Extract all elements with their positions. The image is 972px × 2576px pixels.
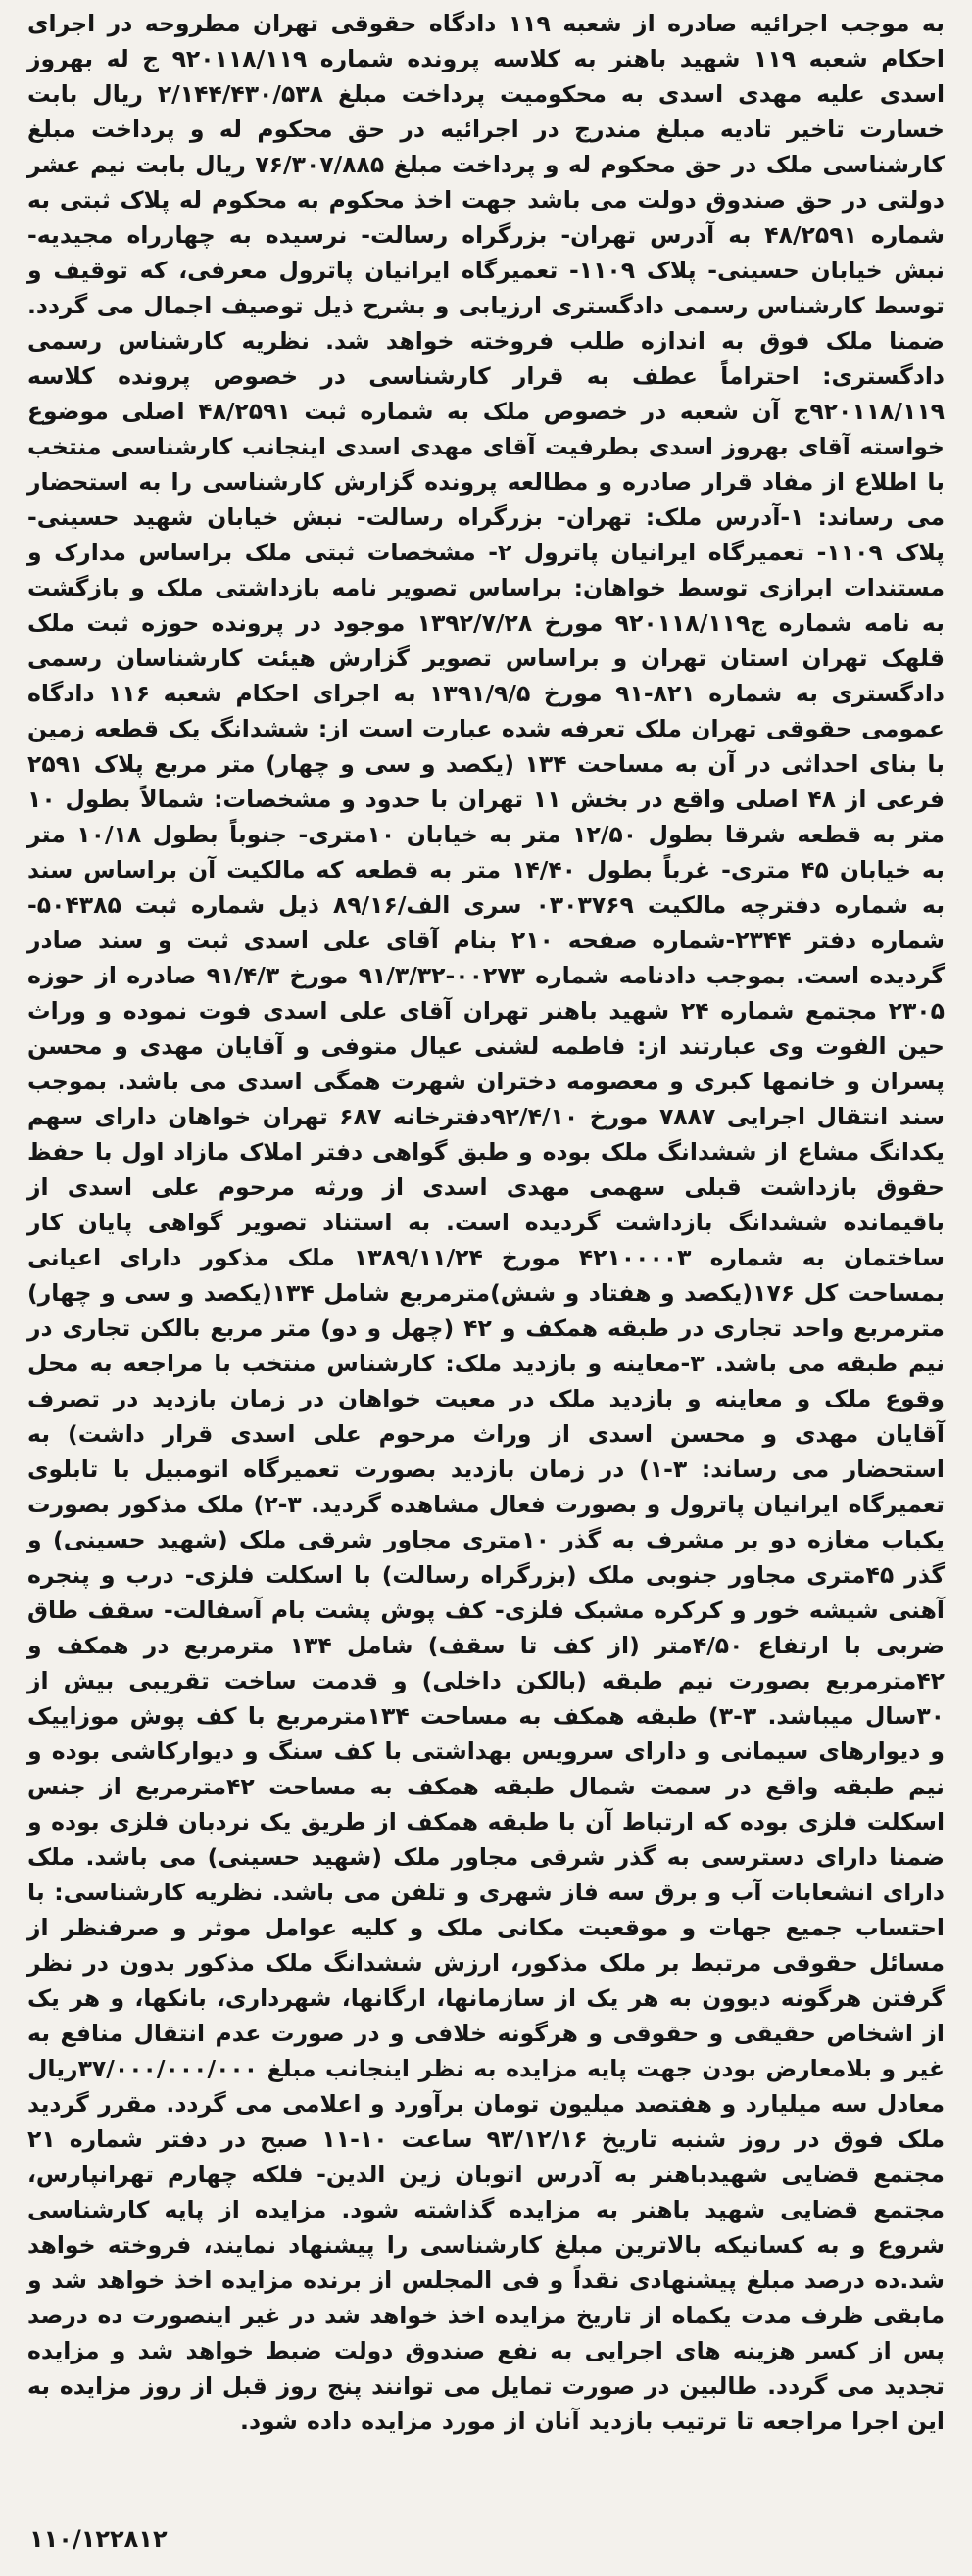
auction-notice-text bbox=[27, 6, 945, 2439]
notice-paragraph: به موجب اجرائیه صادره از شعبه ۱۱۹ دادگاه حقوقی تهران مطروحه در اجرای احکام شعبه ۱۱۹ شهید باهنر به کلاسه پرونده شماره ۹۲۰۱۱۸/۱۱۹ ج له بهروز اسدی علیه مهدی اسدی به محکومیت پرداخت مبلغ ۲/۱۴۴/۴۳۰/۵۳۸ ریال بابت خسارت تاخیر تادیه مبلغ مندرج در اجرائیه در حق محکوم له و پرداخت مبلغ کارشناسی ملک در حق محکوم له و پرداخت مبلغ ۷۶/۳۰۷/۸۸۵ ریال بابت نیم عشر دولتی در حق صندوق دولت می باشد جهت اخذ محکوم به محکوم له پلاک ثبتی به شماره ۴۸/۲۵۹۱ به آدرس تهران- بزرگراه رسالت- نرسیده به چهارراه مجیدیه- نبش خیابان حسینی- پلاک ۱۱۰۹- تعمیرگاه ایرانیان پاترول معرفی، که توقیف و توسط کارشناس رسمی دادگستری ارزیابی و بشرح ذیل توصیف اجمال می گردد. ضمنا ملک فوق به اندازه طلب فروخته خواهد شد. نظریه کارشناس رسمی دادگستری: احتراماً عطف به قرار کارشناسی در خصوص پرونده کلاسه ۹۲۰۱۱۸/۱۱۹ج آن شعبه در خصوص ملک به شماره ثبت ۴۸/۲۵۹۱ اصلی موضوع خواسته آقای بهروز اسدی بطرفیت آقای مهدی اسدی اینجانب کارشناسی منتخب با اطلاع از مفاد قرار صادره و مطالعه پرونده گزارش کارشناسی را به استحضار می رساند: ۱-آدرس ملک: تهران- بزرگراه رسالت- نبش خیابان شهید حسینی- پلاک ۱۱۰۹- تعمیرگاه ایرانیان پاترول ۲- مشخصات ثبتی ملک براساس مدارک و مستندات ابرازی توسط خواهان: براساس تصویر نامه بازداشتی ملک و بازگشت به نامه شماره ج۹۲۰۱۱۸/۱۱۹ مورخ ۱۳۹۲/۷/۲۸ موجود در پرونده حوزه ثبت ملک قلهک تهران استان تهران و براساس تصویر گزارش هیئت کارشناسان رسمی دادگستری به شماره ۸۲۱-۹۱ مورخ ۱۳۹۱/۹/۵ به اجرای احکام شعبه ۱۱۶ دادگاه عمومی حقوقی تهران ملک تعرفه شده عبارت است از: ششدانگ یک قطعه زمین با بنای احداثی در آن به مساحت ۱۳۴ (یکصد و سی و چهار) متر مربع پلاک ۲۵۹۱ فرعی از ۴۸ اصلی واقع در بخش ۱۱ تهران با حدود و مشخصات: شمالاً بطول ۱۰ متر به قطعه شرقا بطول ۱۲/۵۰ متر به خیابان ۱۰متری- جنوباً بطول ۱۰/۱۸ متر به خیابان ۴۵ متری- غرباً بطول ۱۴/۴۰ متر به قطعه که مالکیت آن براساس سند به شماره دفترچه مالکیت ۰۳۰۳۷۶۹ سری الف/۸۹/۱۶ ذیل شماره ثبت ۵۰۴۳۸۵-شماره دفتر ۲۳۴۴-شماره صفحه ۲۱۰ بنام آقای علی اسدی ثبت و سند صادر گردیده است. بموجب دادنامه شماره ۰۰۲۷۳-۹۱/۳/۳۲ مورخ ۹۱/۴/۳ صادره از حوزه ۲۳۰۵ مجتمع شماره ۲۴ شهید باهنر تهران آقای علی اسدی فوت نموده و وراث حین الفوت وی عبارتند از: فاطمه لشنی عیال متوفی و آقایان مهدی و محسن پسران و خانمها کبری و معصومه دختران شهرت همگی اسدی می باشد. بموجب سند انتقال اجرایی ۷۸۸۷ مورخ ۹۲/۴/۱۰دفترخانه ۶۸۷ تهران خواهان دارای سهم یکدانگ مشاع از ششدانگ ملک بوده و طبق گواهی دفتر املاک مازاد اول با حفظ حقوق بازداشت قبلی سهمی مهدی اسدی از ورثه مرحوم علی اسدی از باقیمانده ششدانگ بازداشت گردیده است. به استناد تصویر گواهی پایان کار ساختمان به شماره ۴۲۱۰۰۰۰۳ مورخ ۱۳۸۹/۱۱/۲۴ ملک مذکور دارای اعیانی بمساحت کل ۱۷۶(یکصد و هفتاد و شش)مترمربع شامل ۱۳۴(یکصد و سی و چهار) مترمربع واحد تجاری در طبقه همکف و ۴۲ (چهل و دو) متر مربع بالکن تجاری در نیم طبقه می باشد. ۳-معاینه و بازدید ملک: کارشناس منتخب با مراجعه به محل وقوع ملک و معاینه و بازدید ملک در معیت خواهان در زمان بازدید در تصرف آقایان مهدی و محسن اسدی از وراث مرحوم علی اسدی قرار داشت) به استحضار می رساند: ۳-۱) در زمان بازدید بصورت تعمیرگاه اتومبیل با تابلوی تعمیرگاه ایرانیان پاترول و بصورت فعال مشاهده گردید. ۳-۲) ملک مذکور بصورت یکباب مغازه دو بر مشرف به گذر ۱۰متری مجاور شرقی ملک (شهید حسینی) و گذر ۴۵متری مجاور جنوبی ملک (بزرگراه رسالت) با اسکلت فلزی- درب و پنجره آهنی شیشه خور و کرکره مشبک فلزی- کف پوش پشت بام آسفالت- سقف طاق ضربی با ارتفاع ۴/۵۰متر (از کف تا سقف) شامل ۱۳۴ مترمربع در همکف و ۴۲مترمربع بصورت نیم طبقه (بالکن داخلی) و قدمت ساخت تقریبی بیش از ۳۰سال میباشد. ۳-۳) طبقه همکف به مساحت ۱۳۴مترمربع با کف پوش موزاییک و دیوارهای سیمانی و دارای سرویس بهداشتی با کف سنگ و دیوارکاشی بوده و نیم طبقه واقع در سمت شمال طبقه همکف به مساحت ۴۲مترمربع از جنس اسکلت فلزی بوده که ارتباط آن با طبقه همکف از طریق یک نردبان فلزی بوده و ضمنا دارای دسترسی به گذر شرقی مجاور ملک (شهید حسینی) می باشد. ملک دارای انشعابات آب و برق سه فاز شهری و تلفن می باشد. نظریه کارشناسی: با احتساب جمیع جهات و موقعیت مکانی ملک و کلیه عوامل موثر و صرفنظر از مسائل حقوقی مرتبط بر ملک مذکور، ارزش ششدانگ ملک مذکور بدون در نظر گرفتن هرگونه دیوون به هر یک از سازمانها، ارگانها، شهرداری، بانکها، و هر یک از اشخاص حقیقی و حقوقی و هرگونه خلافی و در صورت عدم انتقال منافع به غیر و بلامعارض بودن جهت پایه مزایده به نظر اینجانب مبلغ ۳۷/۰۰۰/۰۰۰/۰۰۰ریال معادل سه میلیارد و هفتصد میلیون تومان برآورد و اعلامی می گردد. مقرر گردید ملک فوق در روز شنبه تاریخ ۹۳/۱۲/۱۶ ساعت ۱۰-۱۱ صبح در دفتر شماره ۲۱ مجتمع قضایی شهیدباهنر به آدرس اتوبان زین الدین- فلکه چهارم تهرانپارس، مجتمع قضایی شهید باهنر به مزایده گذاشته شود. مزایده از پایه کارشناسی شروع و به کسانیکه بالاترین مبلغ کارشناسی را پیشنهاد نمایند، فروخته خواهد شد.ده درصد مبلغ پیشنهادی نقداً و فی المجلس از برنده مزایده اخذ خواهد شد و مابقی ظرف مدت یکماه از تاریخ مزایده اخذ خواهد شد در غیر اینصورت ده درصد پس از کسر هزینه های اجرایی به نفع صندوق دولت ضبط خواهد شد و مزایده تجدید می گردد. طالبین در صورت تمایل می توانند پنج روز قبل از روز مزایده به این اجرا مراجعه تا ترتیب بازدید آنان از مورد مزایده داده شود. bbox=[27, 10, 946, 2435]
notice-reference-code: ۱۱۰/۱۲۲۸۱۲ bbox=[29, 2525, 168, 2552]
